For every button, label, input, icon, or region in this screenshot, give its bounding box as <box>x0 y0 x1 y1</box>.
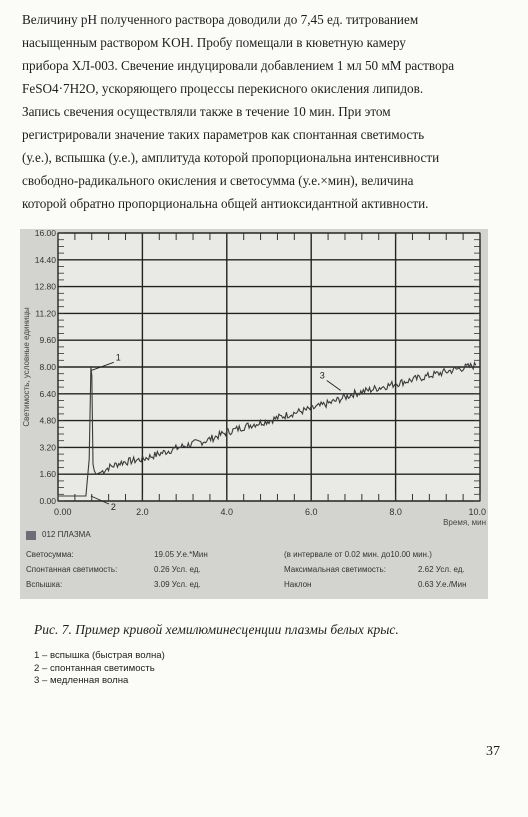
y-tick-label: 0.00 <box>39 496 56 506</box>
figure-notes <box>34 650 165 688</box>
body-paragraph <box>22 8 484 215</box>
stat-spontaneous-label: Спонтанная светимость: <box>26 565 118 574</box>
figure-note: 3 – медленная волна <box>34 675 129 686</box>
x-tick-label: 2.0 <box>136 507 149 517</box>
paragraph-line: (у.е.), вспышка (у.е.), амплитуда которой пропорциональна интенсивности <box>22 150 440 165</box>
y-tick-label: 3.20 <box>39 442 56 453</box>
stat-flash-label: Вспышка: <box>26 580 63 589</box>
x-tick-label: 8.0 <box>389 507 402 517</box>
stat-svetosumma-label: Светосумма: <box>26 550 74 559</box>
paragraph-line: регистрировали значение таких параметров как спонтанная светимость <box>22 127 425 142</box>
paragraph-line: FeSO4·7H2O, ускоряющего процессы перекисного окисления липидов. <box>22 81 424 96</box>
annotation-label: 1 <box>115 352 121 363</box>
y-tick-label: 1.60 <box>39 469 56 480</box>
page-number: 37 <box>486 744 500 759</box>
y-tick-label: 11.20 <box>35 308 56 319</box>
annotation-label: 2 <box>110 501 116 512</box>
figure-caption: Рис. 7. Пример кривой хемилюминесценции плазмы белых крыс. <box>34 622 399 637</box>
annotation-label: 3 <box>319 370 325 381</box>
stat-svetosumma-value: 19.05 У.е.*Мин <box>154 550 208 559</box>
chart-legend <box>20 529 488 543</box>
legend-sample-name: 012 ПЛАЗМА <box>42 530 91 539</box>
stat-slope-value: 0.63 У.е./Мин <box>418 580 467 589</box>
stat-max-value: 2.62 Усл. ед. <box>418 565 465 574</box>
y-tick-label: 9.60 <box>39 335 56 346</box>
stat-max-label: Максимальная светимость: <box>284 565 386 574</box>
stat-spontaneous-value: 0.26 Усл. ед. <box>154 565 201 574</box>
y-axis-label: Светимость, условные единицы <box>22 307 31 427</box>
y-tick-label: 6.40 <box>39 388 56 399</box>
stat-flash-value: 3.09 Усл. ед. <box>154 580 201 589</box>
legend-swatch <box>26 531 36 540</box>
paragraph-line: прибора ХЛ-003. Свечение индуцировали добавлением 1 мл 50 мМ раствора <box>22 58 455 73</box>
x-tick-label: 6.0 <box>304 507 318 517</box>
y-tick-label: 16.00 <box>34 229 56 238</box>
figure-note: 1 – вспышка (быстрая волна) <box>34 650 165 661</box>
x-tick-label: 10.0 <box>468 507 486 517</box>
paragraph-line: свободно-радикального окисления и светосумма (у.е.×мин), величина <box>22 173 414 188</box>
y-tick-label: 14.40 <box>34 254 56 265</box>
stat-interval: (в интервале от 0.02 мин. до10.00 мин.) <box>284 550 432 559</box>
y-tick-label: 8.00 <box>39 362 56 372</box>
stats-panel <box>20 550 488 596</box>
x-axis-label: Время, мин <box>443 518 486 527</box>
x-tick-label: 0.00 <box>54 507 72 517</box>
figure-note: 2 – спонтанная светимость <box>34 662 155 674</box>
paragraph-line: Величину pH полученного раствора доводили до 7,45 ед. титрованием <box>22 12 419 27</box>
y-tick-label: 4.80 <box>39 415 56 426</box>
x-tick-label: 4.0 <box>220 507 234 517</box>
paragraph-line: насыщенным раствором KOH. Пробу помещали в кюветную камеру <box>22 35 406 50</box>
chemiluminescence-chart <box>20 229 488 529</box>
paragraph-line: Запись свечения осуществляли также в течение 10 мин. При этом <box>22 104 391 119</box>
y-tick-label: 12.80 <box>34 281 56 292</box>
stat-slope-label: Наклон <box>284 580 312 589</box>
paragraph-line: которой обратно пропорциональна общей антиоксидантной активности. <box>22 196 429 211</box>
chemiluminescence-figure <box>20 229 488 599</box>
